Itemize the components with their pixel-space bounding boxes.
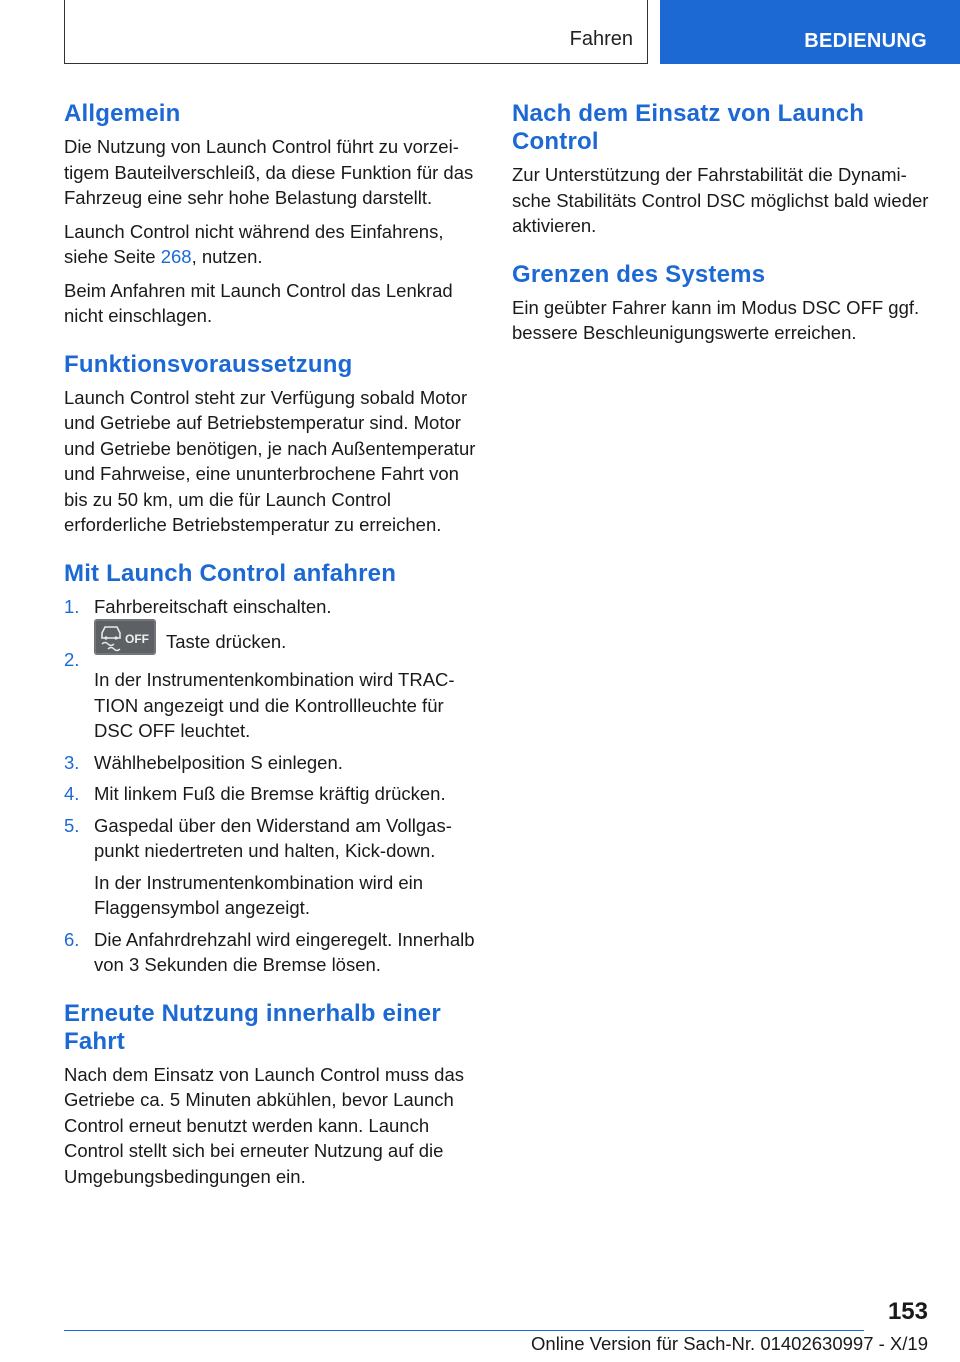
heading-nach-dem-einsatz: Nach dem Einsatz von Launch Control xyxy=(512,100,865,155)
heading-erneute-nutzung: Erneute Nutzung innerhalb einer Fahrt xyxy=(64,999,441,1055)
page-link-268[interactable]: 268 xyxy=(160,246,192,267)
paragraph: Die Nutzung von Launch Control führt zu vorzeitigem Bauteilverschleiß, da diese Funktion für das Fahrzeug eine sehr hohe Belastung darstellt. xyxy=(64,136,474,208)
step-number: 6. xyxy=(64,928,80,950)
paragraph: Zur Unterstützung der Fahrstabilität die Dynamische Stabilitäts Control DSC möglichst bald wieder aktivieren. xyxy=(512,164,929,236)
step-text: Mit linkem Fuß die Bremse kräftig drücken. xyxy=(94,783,446,804)
step-number: 4. xyxy=(64,783,80,804)
step-text: Wählhebelposition S einlegen. xyxy=(94,751,343,773)
step-number: 5. xyxy=(64,814,80,836)
footer-text: Online Version für Sach-Nr. 01402630997 - X/19 xyxy=(531,1333,928,1354)
section-erneute-nutzung xyxy=(64,1000,484,1190)
section-launch-control-anfahren xyxy=(64,560,484,978)
list-item xyxy=(64,594,484,620)
paragraph-with-link xyxy=(64,219,484,270)
heading-launch-control-anfahren: Mit Launch Control anfahren xyxy=(64,559,397,587)
step-text: Fahrbereitschaft einschalten. xyxy=(94,595,332,617)
step-number: 2. xyxy=(64,649,80,670)
heading-grenzen-des-systems: Grenzen des Systems xyxy=(512,260,766,288)
steps-list xyxy=(64,594,484,978)
header-section-box xyxy=(64,0,648,64)
text: , nutzen. xyxy=(191,246,263,267)
paragraph: Launch Control steht zur Verfügung sobald Motor und Getriebe auf Betriebstemperatur sind. Motor und Getriebe benötigen, je nach Außentemperatur und Fahrweise, eine ununterbrochene Fahrt von bis zu 50 km, um die für Launch Control erforderliche Betriebstemperatur zu erreichen. xyxy=(64,386,476,535)
footer-divider xyxy=(64,1330,864,1331)
section-allgemein xyxy=(64,100,484,329)
svg-text:OFF: OFF xyxy=(125,632,149,646)
header-chapter-title: BEDIENUNG xyxy=(804,30,927,52)
heading-funktionsvoraussetzung: Funktionsvoraussetzung xyxy=(64,350,353,378)
right-column xyxy=(512,100,932,368)
list-item xyxy=(64,625,484,744)
left-column xyxy=(64,100,484,1211)
section-nach-dem-einsatz xyxy=(512,100,932,239)
heading-allgemein: Allgemein xyxy=(64,100,181,127)
list-item xyxy=(64,813,484,921)
dsc-off-button-icon xyxy=(94,619,156,655)
section-funktionsvoraussetzung xyxy=(64,351,484,538)
list-item xyxy=(64,927,484,978)
list-item xyxy=(64,781,484,807)
text: Taste drücken. xyxy=(166,630,287,652)
header-section-title: Fahren xyxy=(569,28,633,50)
step-subtext: In der Instrumentenkombination wird ein Flaggensymbol angezeigt. xyxy=(94,871,424,918)
step-text-with-button xyxy=(94,625,484,661)
step-text: Gaspedal über den Widerstand am Vollgaspunkt niedertreten und halten, Kick-down. xyxy=(94,814,452,861)
step-number: 3. xyxy=(64,751,80,773)
page-number: 153 xyxy=(887,1298,928,1325)
header-chapter-tab xyxy=(660,0,960,64)
paragraph: Beim Anfahren mit Launch Control das Lenkrad nicht einschlagen. xyxy=(64,279,453,326)
paragraph: Nach dem Einsatz von Launch Control muss das Getriebe ca. 5 Minuten abkühlen, bevor Launch Control erneut benutzt werden kann. Launch Control stellt sich bei erneuter Nutzung auf die Umgebungsbedingungen ein. xyxy=(64,1063,465,1187)
text: Launch Control nicht während des Einfahrens, siehe Seite xyxy=(64,220,444,267)
step-text: Die Anfahrdrehzahl wird eingeregelt. Innerhalb von 3 Sekunden die Bremse lösen. xyxy=(94,928,475,975)
step-number: 1. xyxy=(64,595,80,617)
step-subtext: In der Instrumentenkombination wird TRACTION angezeigt und die Kontrollleuchte für DSC OFF leuchtet. xyxy=(94,669,455,741)
paragraph: Ein geübter Fahrer kann im Modus DSC OFF ggf. bessere Beschleunigungswerte erreichen. xyxy=(512,296,920,343)
section-grenzen-des-systems xyxy=(512,261,932,346)
list-item xyxy=(64,750,484,776)
